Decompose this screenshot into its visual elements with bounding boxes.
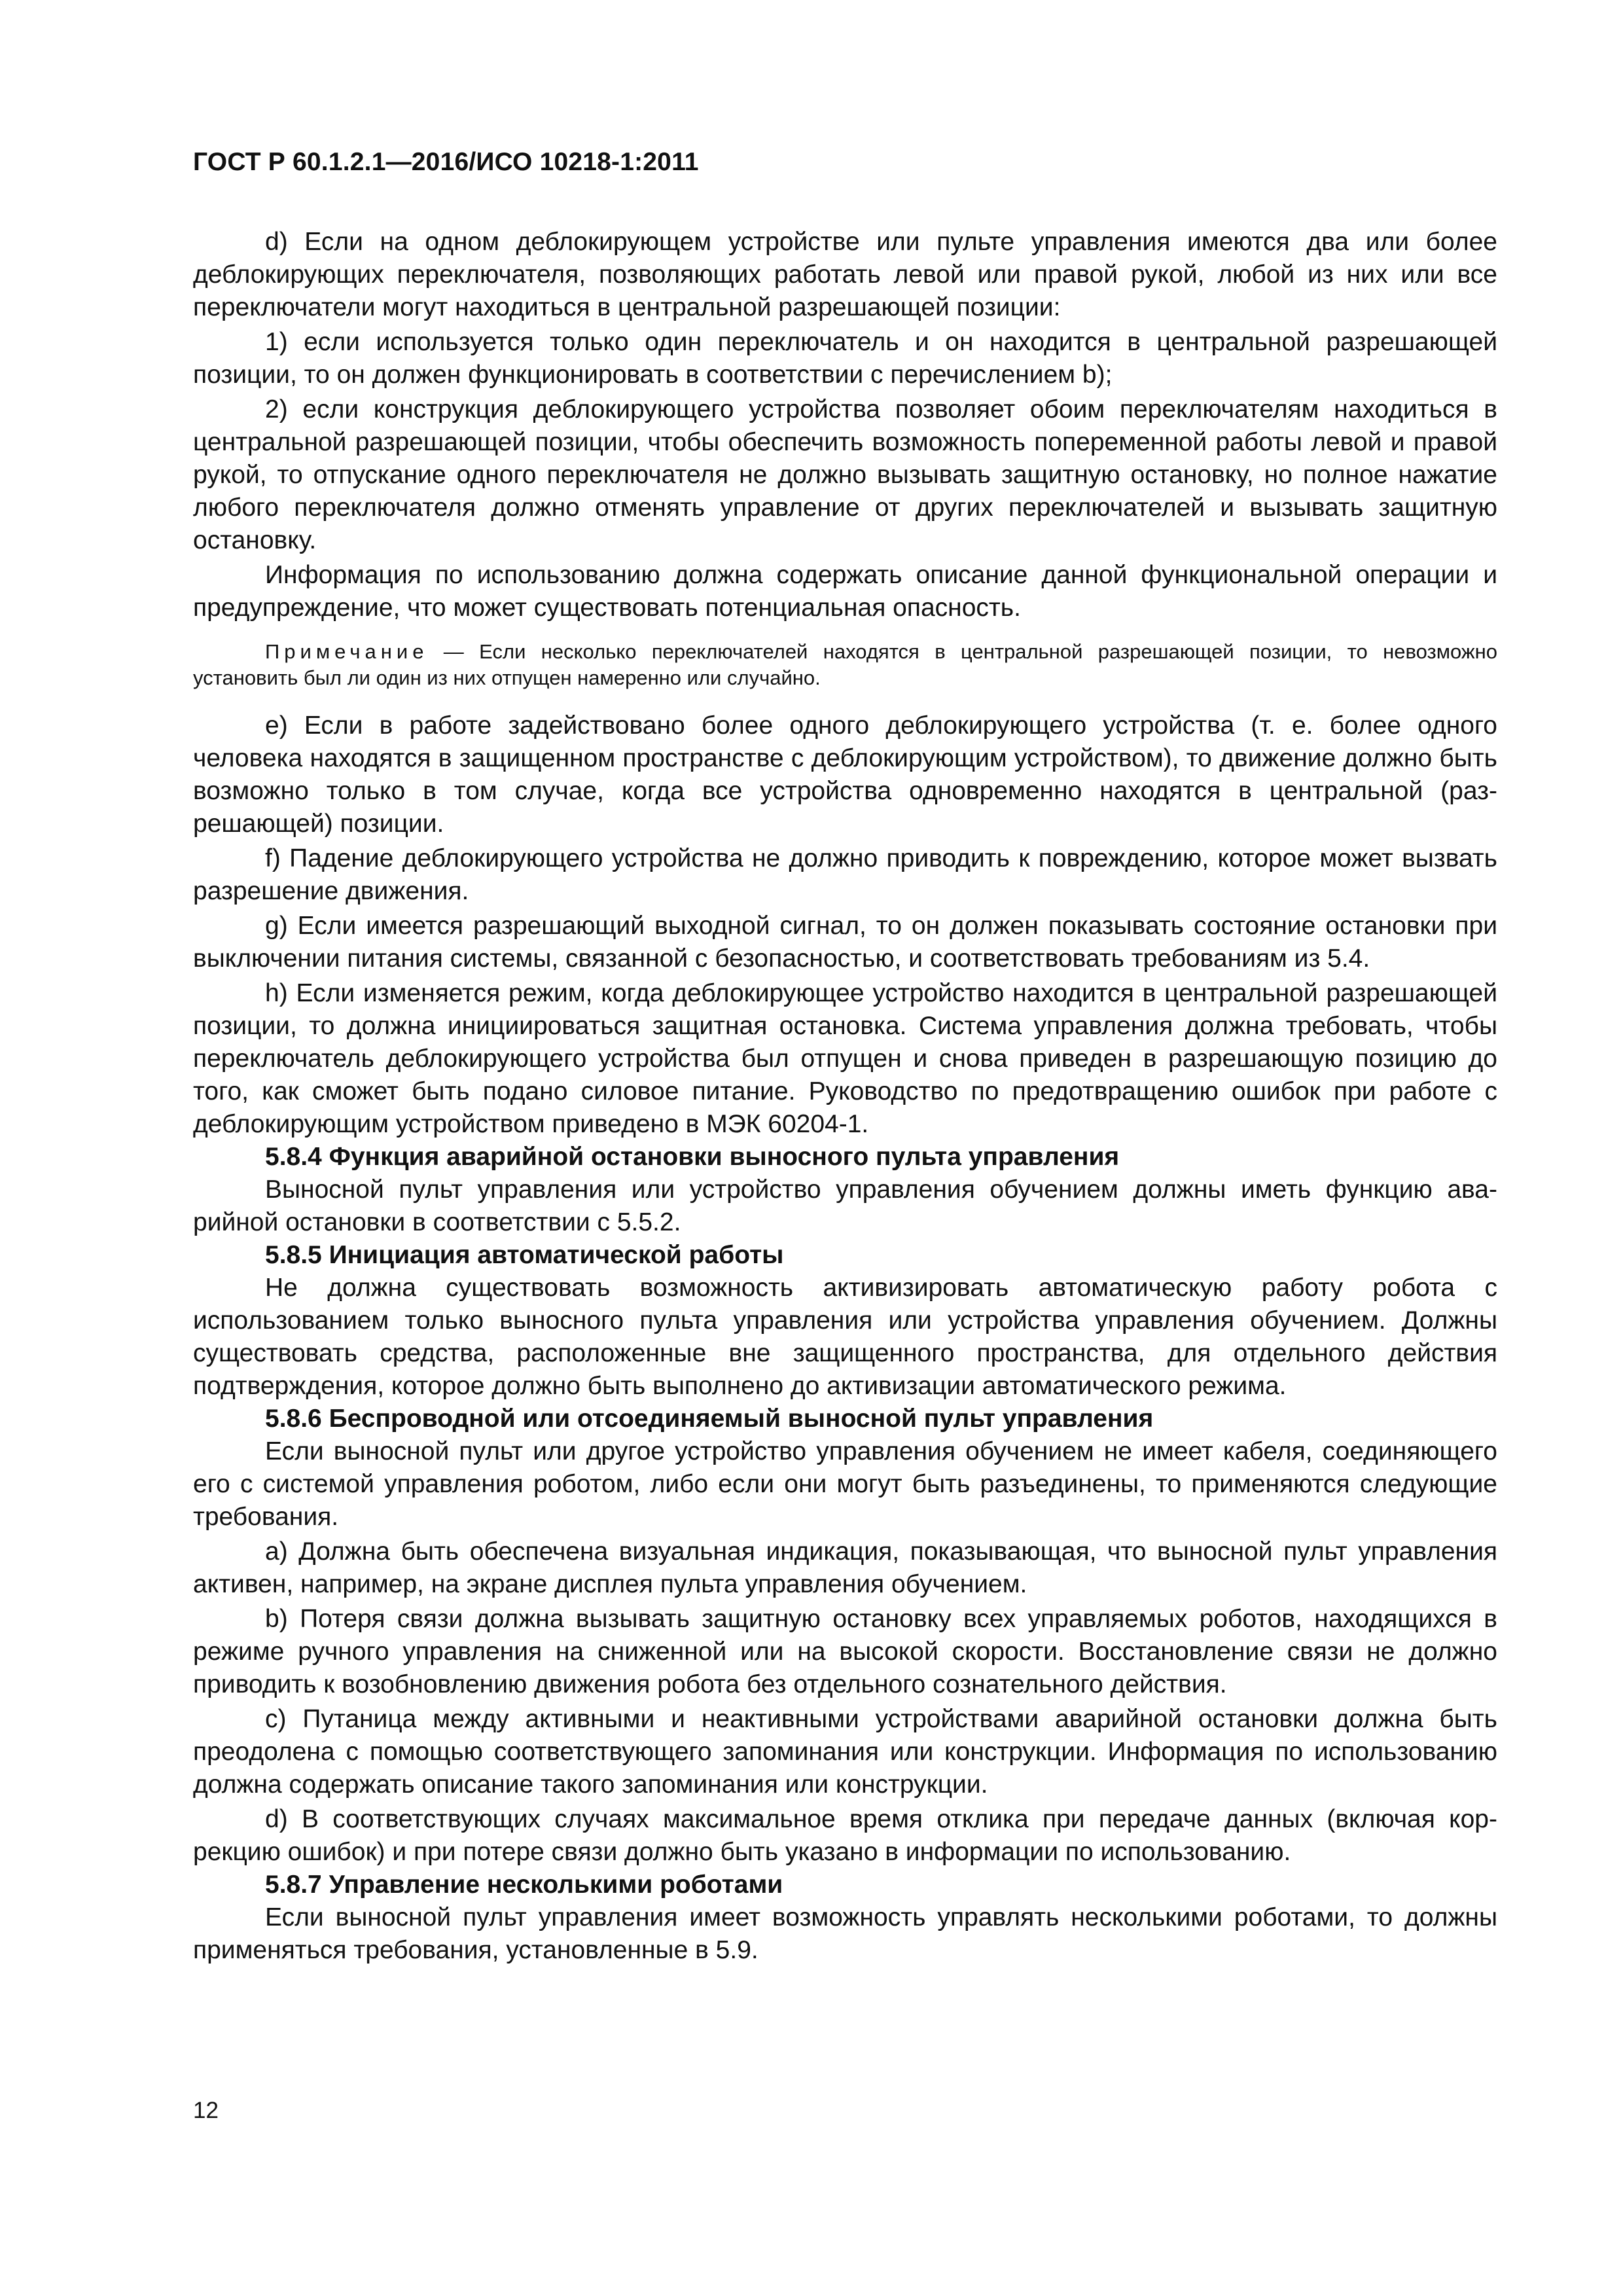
section-text-5-8-5: Не должна существовать возможность активизировать автоматическую работу робота с использованием только выносного пульта управления или устройства управления обучением. Должны существовать средства, расположенные вне защищенного пространства, для отдельного действия подтверждения, которое должно быть выполнено до активизации автоматического режима. — [193, 1274, 1497, 1400]
document-body — [193, 226, 1497, 1967]
paragraph-g: g) Если имеется разрешающий выходной сигнал, то он должен показывать состояние остановки при выключении питания системы, связанной с безопасностью, и соответствовать требованиям из 5.4. — [193, 912, 1497, 973]
section-text-5-8-6: Если выносной пульт или другое устройство управления обучением не имеет кабеля, соединяющего его с системой управления роботом, либо если они могут быть разъединены, то применяются следующие требования. — [193, 1437, 1497, 1531]
note-label: Примечание — [265, 640, 429, 663]
section-text-5-8-4: Выносной пульт управления или устройство управления обучением должны иметь функцию аварийной остановки в соответствии с 5.5.2. — [193, 1175, 1497, 1236]
paragraph-f: f) Падение деблокирующего устройства не должно приводить к повреждению, которое может вызвать разрешение движения. — [193, 844, 1497, 905]
section-5-8-6-item-b: b) Потеря связи должна вызывать защитную остановку всех управляемых роботов, находящихся в режиме ручного управления на сниженной или на высокой скорости. Восстановление связи не должно приводить к возобновлению движения робота без отдельного сознательного действия. — [193, 1605, 1497, 1698]
section-5-8-6-item-a: a) Должна быть обеспечена визуальная индикация, показывающая, что выносной пульт управления активен, например, на экране дисплея пульта управления обучением. — [193, 1537, 1497, 1598]
section-heading-5-8-7: 5.8.7 Управление несколькими роботами — [265, 1871, 783, 1899]
paragraph-e: e) Если в работе задействовано более одного деблокирующего устройства (т. е. более одного человека находятся в защищенном пространстве с деблокирующим устройством), то движение должно быть возможно только в том случае, когда все устройства одновременно находятся в центральной (разрешающей) позиции. — [193, 711, 1497, 838]
section-heading-5-8-4: 5.8.4 Функция аварийной остановки выносного пульта управления — [265, 1143, 1120, 1171]
page-number: 12 — [193, 2098, 219, 2123]
note — [193, 639, 1497, 691]
section-5-8-6-item-c: c) Путаница между активными и неактивными устройствами аварийной остановки должна быть преодолена с помощью соответствующего запоминания или конструкции. Информация по использованию должна содержать описание такого запоминания или конструкции. — [193, 1705, 1497, 1799]
paragraph-d-intro: d) Если на одном деблокирующем устройстве или пульте управления имеются два или более деблокирующих переключателя, позволяющих работать левой или правой рукой, любой из них или все переключатели могут находиться в центральной разрешающей позиции: — [193, 228, 1497, 321]
section-5-8-6-item-d: d) В соответствующих случаях максимальное время отклика при передаче данных (включая коррекцию ошибок) и при потере связи должно быть указано в информации по использованию. — [193, 1805, 1497, 1866]
paragraph-h: h) Если изменяется режим, когда деблокирующее устройство находится в центральной разрешающей позиции, то должна инициироваться защитная остановка. Система управления должна требовать, чтобы переключатель деблокирующего устройства был отпущен и снова приведен в разрешающую позицию до того, как сможет быть подано силовое питание. Руководство по предотвращению ошибок при работе с деблокирующим устройством приведено в МЭК 60204-1. — [193, 979, 1497, 1138]
document-header: ГОСТ Р 60.1.2.1—2016/ИСО 10218-1:2011 — [193, 148, 699, 176]
section-heading-5-8-5: 5.8.5 Инициация автоматической работы — [265, 1241, 784, 1269]
paragraph-d-item-2: 2) если конструкция деблокирующего устройства позволяет обоим переключателям находиться в центральной разрешающей позиции, чтобы обеспечить возможность попеременной работы левой и правой рукой, то отпускание одного переключателя не должно вызывать защитную остановку, но полное нажатие любого переключателя должно отменять управление от других переключателей и вызывать защитную остановку. — [193, 395, 1497, 554]
section-heading-5-8-6: 5.8.6 Беспроводной или отсоединяемый выносной пульт управления — [265, 1405, 1154, 1433]
paragraph-d-info: Информация по использованию должна содержать описание данной функциональной операции и предупреждение, что может существовать потенциальная опасность. — [193, 561, 1497, 622]
paragraph-d-item-1: 1) если используется только один переключатель и он находится в центральной разрешающей позиции, то он должен функционировать в соответствии с перечислением b); — [193, 328, 1497, 389]
note-text: — Если несколько переключателей находятся в центральной разрешающей позиции, то невозможно установить был ли один из них отпущен намеренно или случайно. — [193, 640, 1497, 689]
section-text-5-8-7: Если выносной пульт управления имеет возможность управлять несколькими роботами, то должны применяться требования, установленные в 5.9. — [193, 1903, 1497, 1964]
